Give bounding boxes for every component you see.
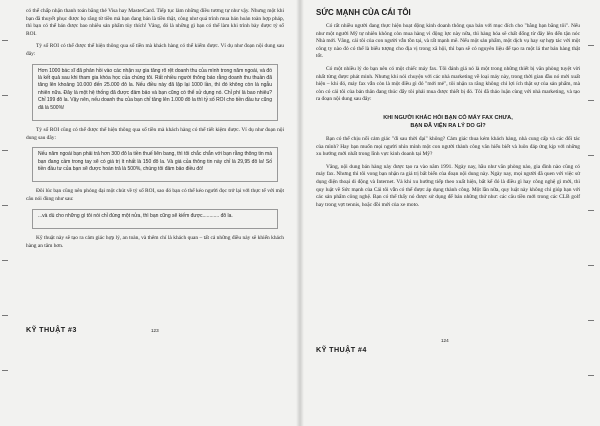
right-page-body: [316, 8, 580, 214]
example-text: Hơn 1000 bác sĩ đã phản hồi vào các nhận sự gia tăng rõ rệt doanh thu của mình trong năm ngoái, và đó là kết quả sau khi tham gia khóa học của chúng tôi. Rất nhiều người thông báo rằng doanh thu thuần đã tăng lên khoảng 10.000 đến 25.000 đô la. Nếu điều này đã lặp lại 1000 lần, thì đó không còn là ngẫu nhiên nữa. Đây là một hệ thống đã được đảm bảo và bạn cũng có thể sử dụng nó. Chỉ phí là bao nhiêu? Chỉ 199 đô la. Vậy nên, nếu doanh thu của bạn chỉ tăng lên 1.000 đô la thì tỷ số ROI cho tiền đầu tư cũng đã là 500%!: [38, 67, 272, 111]
left-edge-marks: [2, 0, 12, 426]
paragraph: có thể chấp nhận thanh toán bằng thẻ Visa hay MasterCard. Tiếp tục làm những điều tương tự như vậy. Nhưng một khi bạn đã thuyết phục được họ rằng từ tiền mà bạn đang bán là tiền thật, công như quá trình mua bán hoàn toàn hợp pháp, thì bạn có thể bán được bao nhiêu sản phẩm tùy thích! Vâng, đó là những gì bạn có thể làm khi trình bày được tỷ số ROI.: [26, 8, 284, 37]
right-page-footer: [316, 339, 580, 357]
page-number: 124: [441, 338, 449, 343]
left-page-body: [26, 8, 284, 255]
example-text: ...và dù cho những gì tôi nói chỉ đúng một nửa, thì bạn cũng sẽ kiếm được............ đô la.: [38, 212, 233, 219]
paragraph: Vâng, nội dung bán hàng này được tạo ra vào năm 1991. Ngày nay, hầu như văn phòng nào, gia đình nào cũng có máy fax. Nhưng thì tôi vong bạn nhận ra giá trị bất biến của đoạn nội dung này. Ngày nay, mọi người đã quen với việc sử dụng điện thoại di động và Internet. Và khi xu hướng tiếp theo xuất hiện, bất kể đó là điều gì hay công nghệ gì mới, thì quy luật về Sức mạnh của Cái tôi vẫn có thể được áp dụng thành công. Một lần nữa, quy luật này không chỉ giúp bạn với các sản phẩm công nghệ. Bạn có thể thấy nó được sử dụng để bán những thứ như: các câu tiền mới trong các CLB golf hay trong vợt tennis, hoặc đồi mới của xe moto.: [316, 163, 580, 208]
paragraph: Đôi lúc bạn cũng nên phóng đại một chút về tỷ số ROI, sao đó bạn có thể kéo người đọc trở lại với thực tế với một câu nói đùng như sau:: [26, 188, 284, 202]
example-headline: [316, 114, 580, 130]
example-box-1: [32, 64, 278, 121]
left-page-footer: [26, 319, 284, 337]
example-text: Nếu năm ngoái bạn phải trả hơn 300 đô la tiền thuế liên bang, thì tôi chắc chắn với bạn rằng thông tin mà bạn đang cầm trong tay sẽ có giá trị ít nhất là 150 đô la. Và giá của thông tin này chỉ là 29,95 đô la! Số tiền đầu tư của bạn sẽ được hoàn trả là 500%, chúng tôi đảm bảo điều đó!: [38, 151, 272, 172]
chapter-label: KỸ THUẬT #4: [316, 345, 367, 354]
headline-line-2: BẠN ĐÃ VIỆN RA LÝ DO GÌ?: [410, 122, 486, 129]
right-edge-marks: [588, 0, 598, 426]
headline-line-1: KHI NGƯỜI KHÁC HỎI BẠN CÓ MÁY FAX CHƯA,: [383, 114, 513, 121]
paragraph: Kỹ thuật này sẽ tạo ra cảm giác hợp lý, an toàn, và thêm chí là khách quan – tất cả những điều này sẽ khiến khách hàng an tâm hơn.: [26, 235, 284, 249]
chapter-label: KỸ THUẬT #3: [26, 325, 77, 334]
page-number: 123: [151, 328, 159, 333]
paragraph: Tỷ số ROI cũng có thể được thể hiện thông qua số tiền mà khách hàng có thể tiết kiệm được. Ví dụ như đoạn nội dung sau đây:: [26, 127, 284, 141]
paragraph: Bạn có thể chịu nổi cảm giác "đi sau thời đại" không? Cảm giác thua kém khách hàng, nhà cung cấp và các đối tác của mình? Hay bạn muốn mọi người nhìn mình một con người thành công văn hiểu biết và luôn đáp ứng kịp với những xu hướng mới nhất trong lĩnh vực kinh doanh tại Mỹ?: [316, 135, 580, 158]
paragraph: Có rất nhiều người đang thực hiện hoạt động kinh doanh thông qua bán với mục đích cho "bằng bạn bằng tôi". Nếu như một người Mỹ tự nhiên không còn mua hàng vì động lực này nữa, thì hàng hóa sẽ chất đống từ đây lên đến tận nóc Nhà mới. Vâng, cái tôi của con người vẫn tồn tại, và rất mạnh mẽ. Nếu một sản phẩm, một dịch vụ hay sự hợp tác với một công ty nào đó có thể là biểu tượng cho địa vị trong xã hội, thì bạn sẽ có nguyên liệu để tạo ra một lá thư bán hàng thật tốt.: [316, 23, 580, 60]
example-box-2: [32, 147, 278, 182]
example-box-3: [32, 209, 278, 229]
section-title: SỨC MẠNH CỦA CÁI TÔI: [316, 8, 411, 17]
paragraph: Có một nhiều lý do bạn nên có một chiếc máy fax. Tôi đánh giá nó là một trong những thiết bị văn phòng tuyệt vời nhất từng được phát minh. Nhưng khi nói chuyện với các nhà marketing về loại máy này, trong thời gian đầu nó mới xuất hiện – khi đó, máy fax vẫn còn là một điều gì đó "mới mẻ", tôi nhận ra rằng không chỉ lợi ích thật sự của sản phẩm, mà còn có cái tôi của bản thân đang thúc đẩy tôi phải mua được thiết bị đó. Tôi đã thảo luận cùng với nhà marketing, và tạo ra đoạn nội dung sau đây:: [316, 65, 580, 103]
right-page: [300, 0, 600, 426]
paragraph: Tỷ số ROI có thể được thể hiện thông qua số tiền mà khách hàng có thể kiếm được. Ví dụ như đoạn nội dung sau đây:: [26, 43, 284, 57]
